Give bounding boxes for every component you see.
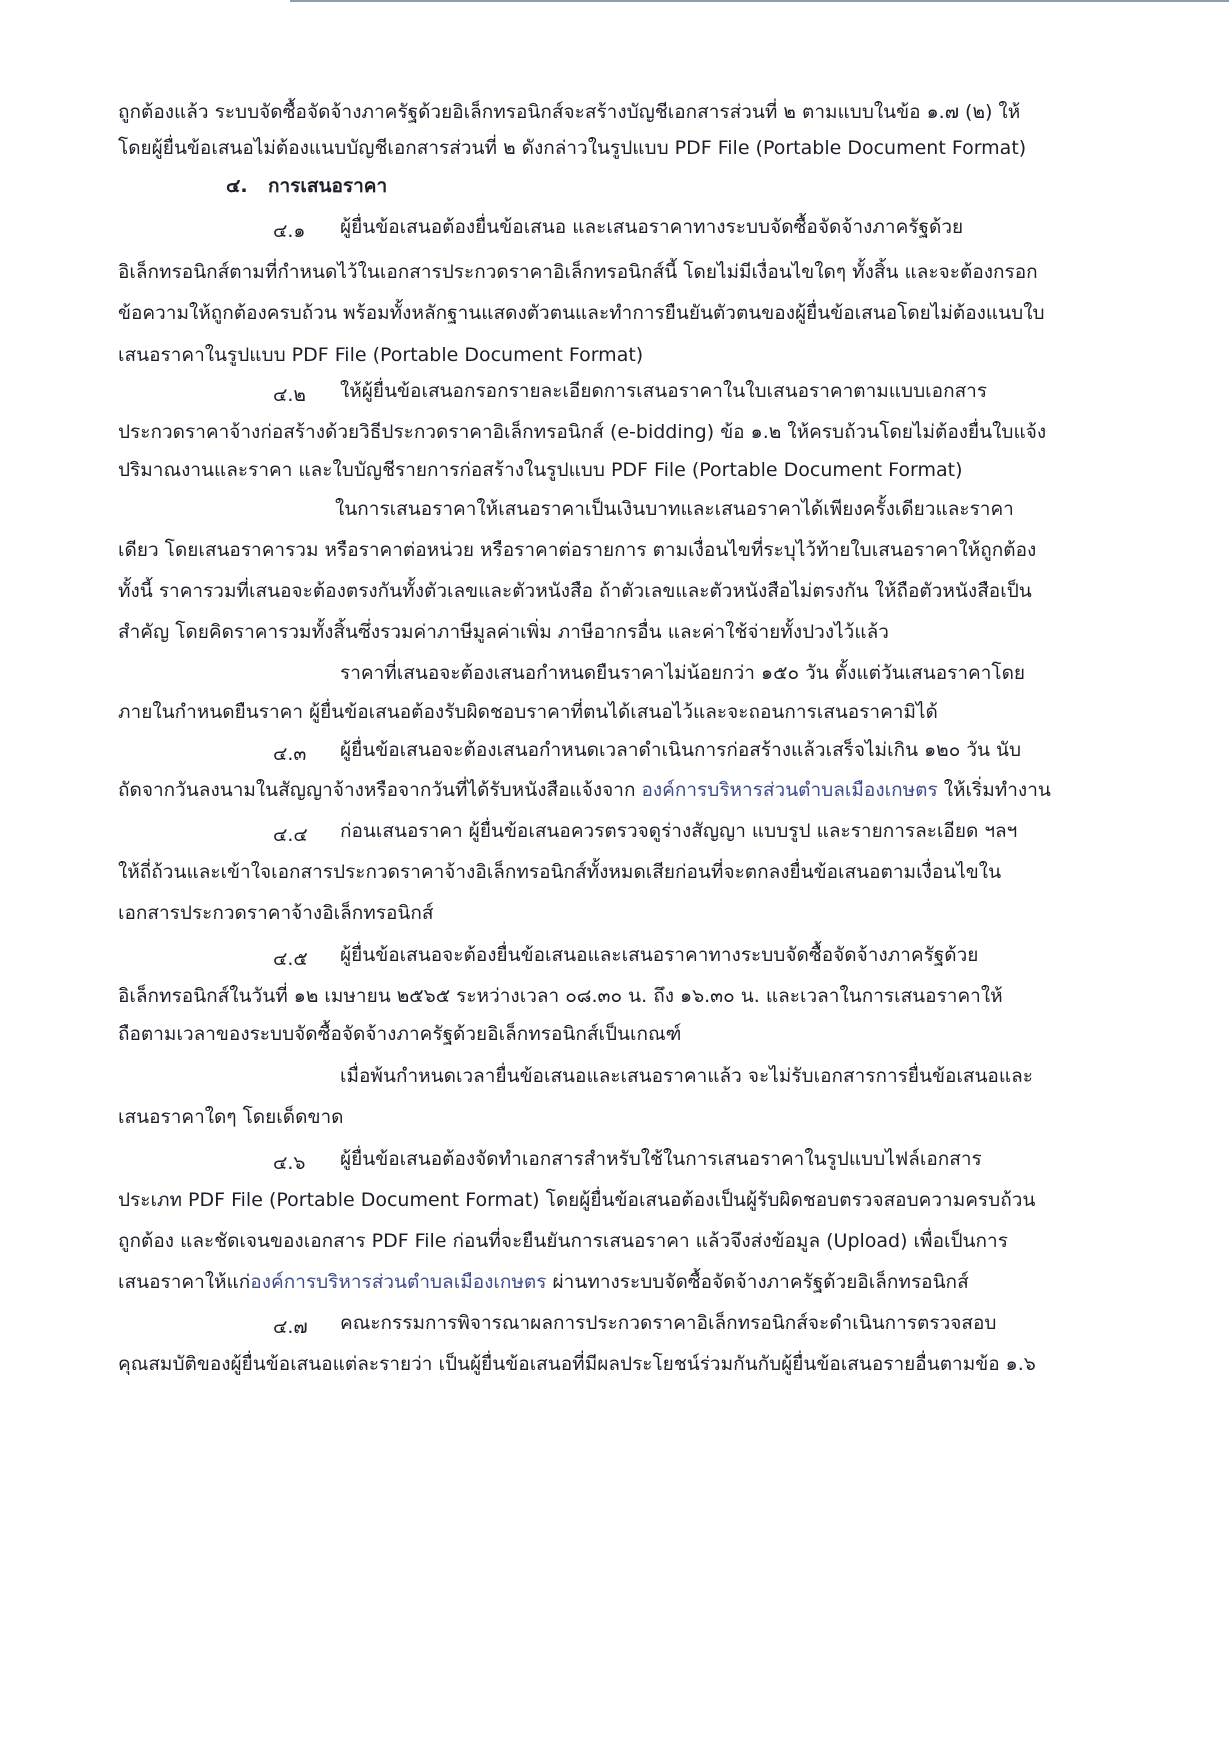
organization-name: องค์การบริหารส่วนตำบลเมืองเกษตร: [641, 779, 938, 801]
text-line-16: ภายในกำหนดยืนราคา ผู้ยื่นข้อเสนอต้องรับผิดชอบราคาที่ตนได้เสนอไว้และจะถอนการเสนอราคามิได้: [118, 701, 938, 723]
clause-number-4-6: ๔.๖: [273, 1152, 306, 1174]
text-line-26: เสนอราคาใดๆ โดยเด็ดขาด: [118, 1106, 344, 1128]
clause-4-6-text: ผู้ยื่นข้อเสนอต้องจัดทำเอกสารสำหรับใช้ในการเสนอราคาในรูปแบบไฟล์เอกสาร: [340, 1148, 982, 1170]
text-line-30: [118, 1269, 969, 1295]
text-line-7: เสนอราคาในรูปแบบ PDF File (Portable Document Format): [118, 344, 644, 366]
text-line-14: สำคัญ โดยคิดราคารวมทั้งสิ้นซึ่งรวมค่าภาษีมูลค่าเพิ่ม ภาษีอากรอื่น และค่าใช้จ่ายทั้งปวงไว้แล้ว: [118, 621, 889, 643]
clause-4-2-text: ให้ผู้ยื่นข้อเสนอกรอกรายละเอียดการเสนอราคาในใบเสนอราคาตามแบบเอกสาร: [340, 380, 988, 402]
text-line-32: คุณสมบัติของผู้ยื่นข้อเสนอแต่ละรายว่า เป็นผู้ยื่นข้อเสนอที่มีผลประโยชน์ร่วมกันกับผู้ยื่นข้อเสนอรายอื่นตามข้อ ๑.๖: [118, 1353, 1036, 1375]
clause-4-3-text: ผู้ยื่นข้อเสนอจะต้องเสนอกำหนดเวลาดำเนินการก่อสร้างแล้วเสร็จไม่เกิน ๑๒๐ วัน นับ: [340, 739, 1022, 761]
text-line-30-end: ผ่านทางระบบจัดซื้อจัดจ้างภาครัฐด้วยอิเล็กทรอนิกส์: [546, 1271, 969, 1293]
section-heading: การเสนอราคา: [268, 175, 388, 197]
clause-number-4-2: ๔.๒: [273, 384, 306, 406]
text-line-18-start: ถัดจากวันลงนามในสัญญาจ้างหรือจากวันที่ได้รับหนังสือแจ้งจาก: [118, 779, 642, 801]
text-line-12: เดียว โดยเสนอราคารวม หรือราคาต่อหน่วย หรือราคาต่อรายการ ตามเงื่อนไขที่ระบุไว้ท้ายใบเสนอราคาให้ถูกต้อง: [118, 539, 1037, 561]
text-line-1: ถูกต้องแล้ว ระบบจัดซื้อจัดจ้างภาครัฐด้วยอิเล็กทรอนิกส์จะสร้างบัญชีเอกสารส่วนที่ ๒ ตามแบบในข้อ ๑.๗ (๒) ให้: [118, 101, 1021, 123]
clause-number-4-5: ๔.๕: [273, 948, 308, 970]
text-line-24: ถือตามเวลาของระบบจัดซื้อจัดจ้างภาครัฐด้วยอิเล็กทรอนิกส์เป็นเกณฑ์: [118, 1023, 682, 1045]
section-number: ๔.: [226, 175, 248, 197]
clause-4-4-text: ก่อนเสนอราคา ผู้ยื่นข้อเสนอควรตรวจดูร่างสัญญา แบบรูป และรายการละเอียด ฯลฯ: [340, 820, 1018, 842]
text-line-18: [118, 777, 1051, 803]
text-line-28: ประเภท PDF File (Portable Document Format) โดยผู้ยื่นข้อเสนอต้องเป็นผู้รับผิดชอบตรวจสอบความครบถ้วน: [118, 1189, 1036, 1211]
text-line-30-start: เสนอราคาให้แก่: [118, 1271, 251, 1293]
text-line-2: โดยผู้ยื่นข้อเสนอไม่ต้องแนบบัญชีเอกสารส่วนที่ ๒ ดังกล่าวในรูปแบบ PDF File (Portable Document Format): [118, 137, 1027, 159]
text-line-20: ให้ถี่ถ้วนและเข้าใจเอกสารประกวดราคาจ้างอิเล็กทรอนิกส์ทั้งหมดเสียก่อนที่จะตกลงยื่นข้อเสนอตามเงื่อนไขใน: [118, 861, 1002, 883]
clause-number-4-1: ๔.๑: [273, 220, 306, 242]
text-line-29: ถูกต้อง และชัดเจนของเอกสาร PDF File ก่อนที่จะยืนยันการเสนอราคา แล้วจึงส่งข้อมูล (Upload) เพื่อเป็นการ: [118, 1230, 1008, 1252]
text-line-13: ทั้งนี้ ราคารวมที่เสนอจะต้องตรงกันทั้งตัวเลขและตัวหนังสือ ถ้าตัวเลขและตัวหนังสือไม่ตรงกัน ให้ถือตัวหนังสือเป็น: [118, 580, 1032, 602]
text-line-6: ข้อความให้ถูกต้องครบถ้วน พร้อมทั้งหลักฐานแสดงตัวตนและทำการยืนยันตัวตนของผู้ยื่นข้อเสนอโดยไม่ต้องแนบใบ: [118, 302, 1045, 324]
text-line-18-end: ให้เริ่มทำงาน: [937, 779, 1051, 801]
text-line-9: ประกวดราคาจ้างก่อสร้างด้วยวิธีประกวดราคาอิเล็กทรอนิกส์ (e-bidding) ข้อ ๑.๒ ให้ครบถ้วนโดยไม่ต้องยื่นใบแจ้ง: [118, 421, 1047, 443]
clause-number-4-4: ๔.๔: [273, 824, 308, 846]
text-line-25: เมื่อพ้นกำหนดเวลายื่นข้อเสนอและเสนอราคาแล้ว จะไม่รับเอกสารการยื่นข้อเสนอและ: [340, 1065, 1033, 1087]
text-line-21: เอกสารประกวดราคาจ้างอิเล็กทรอนิกส์: [118, 902, 434, 924]
clause-number-4-3: ๔.๓: [273, 743, 307, 765]
text-line-5: อิเล็กทรอนิกส์ตามที่กำหนดไว้ในเอกสารประกวดราคาอิเล็กทรอนิกส์นี้ โดยไม่มีเงื่อนไขใดๆ ทั้งสิ้น และจะต้องกรอก: [118, 261, 1038, 283]
text-line-23: อิเล็กทรอนิกส์ในวันที่ ๑๒ เมษายน ๒๕๖๕ ระหว่างเวลา ๐๘.๓๐ น. ถึง ๑๖.๓๐ น. และเวลาในการเสนอราคาให้: [118, 985, 1003, 1007]
clause-4-5-text: ผู้ยื่นข้อเสนอจะต้องยื่นข้อเสนอและเสนอราคาทางระบบจัดซื้อจัดจ้างภาครัฐด้วย: [340, 944, 979, 966]
clause-number-4-7: ๔.๗: [273, 1316, 308, 1338]
text-line-11: ในการเสนอราคาให้เสนอราคาเป็นเงินบาทและเสนอราคาได้เพียงครั้งเดียวและราคา: [335, 498, 1014, 520]
clause-4-1-text: ผู้ยื่นข้อเสนอต้องยื่นข้อเสนอ และเสนอราคาทางระบบจัดซื้อจัดจ้างภาครัฐด้วย: [340, 216, 964, 238]
text-line-10: ปริมาณงานและราคา และใบบัญชีรายการก่อสร้างในรูปแบบ PDF File (Portable Document Format): [118, 459, 963, 481]
organization-name-2: องค์การบริหารส่วนตำบลเมืองเกษตร: [250, 1271, 547, 1293]
clause-4-7-text: คณะกรรมการพิจารณาผลการประกวดราคาอิเล็กทรอนิกส์จะดำเนินการตรวจสอบ: [340, 1312, 997, 1334]
text-line-15: ราคาที่เสนอจะต้องเสนอกำหนดยืนราคาไม่น้อยกว่า ๑๕๐ วัน ตั้งแต่วันเสนอราคาโดย: [340, 662, 1026, 684]
